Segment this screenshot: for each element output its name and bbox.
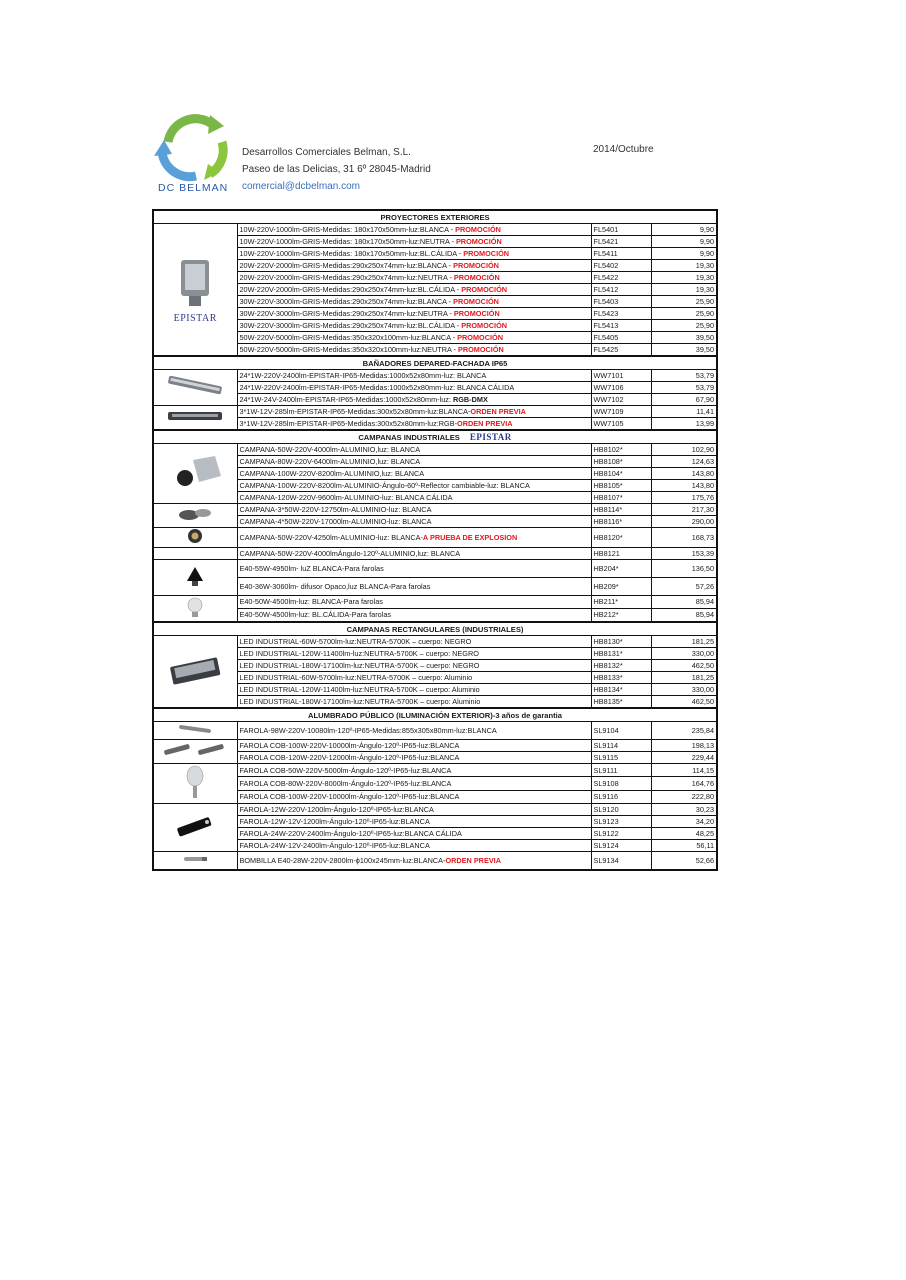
table-row — [153, 320, 717, 332]
product-description: FAROLA-24W-12V-2400lm-Ángulo-120º-IP65-luz:BLANCA — [239, 841, 430, 850]
product-code: SL9122 — [591, 828, 651, 840]
product-price: 198,13 — [651, 740, 717, 752]
product-image-cell — [153, 224, 237, 357]
section-title: CAMPANAS RECTANGULARES (INDUSTRIALES) — [346, 624, 524, 634]
company-info — [242, 144, 431, 195]
product-code: SL9115 — [591, 752, 651, 764]
product-description: FAROLA COB-120W-220V-12000lm-Ángulo-120º-IP65-luz:BLANCA — [239, 753, 460, 762]
product-description: 50W-220V-5000lm-GRIS-Medidas:350x320x100mm-luz:NEUTRA - — [239, 345, 458, 354]
product-price: 56,11 — [651, 840, 717, 852]
product-price: 153,39 — [651, 548, 717, 560]
product-price: 217,30 — [651, 504, 717, 516]
description-cell — [237, 740, 591, 752]
section-header — [153, 430, 717, 444]
product-price: 164,76 — [651, 777, 717, 790]
description-cell — [237, 284, 591, 296]
description-cell — [237, 444, 591, 456]
product-code: FL5425 — [591, 344, 651, 357]
description-cell — [237, 320, 591, 332]
product-code: FL5412 — [591, 284, 651, 296]
description-cell — [237, 248, 591, 260]
table-row — [153, 660, 717, 672]
description-cell — [237, 394, 591, 406]
product-code: FL5401 — [591, 224, 651, 236]
product-code: WW7101 — [591, 370, 651, 382]
description-cell — [237, 764, 591, 777]
product-price: 229,44 — [651, 752, 717, 764]
table-row — [153, 672, 717, 684]
description-cell — [237, 636, 591, 648]
table-row — [153, 418, 717, 431]
section-header — [153, 622, 717, 636]
product-code: SL9123 — [591, 816, 651, 828]
table-row — [153, 608, 717, 622]
product-code: WW7109 — [591, 406, 651, 418]
product-code: FL5405 — [591, 332, 651, 344]
feature-tag: RGB-DMX — [452, 395, 488, 404]
promo-tag: PROMOCIÓN — [461, 321, 508, 330]
product-description: CAMPANA-50W-220V-4000lmÁngulo-120º-ALUMINIO,luz: BLANCA — [239, 549, 461, 558]
product-price: 11,41 — [651, 406, 717, 418]
product-description: CAMPANA-50W-220V-4250lm-ALUMINIO-luz: BLANCA- — [239, 533, 423, 542]
product-description: FAROLA-98W-220V-10080lm-120º-IP65-Medidas:855x305x80mm-luz:BLANCA — [239, 726, 497, 735]
product-price: 168,73 — [651, 528, 717, 548]
epistar-brand-section: EPISTAR — [469, 431, 512, 442]
product-price: 235,84 — [651, 722, 717, 740]
description-cell — [237, 596, 591, 609]
table-row — [153, 852, 717, 871]
rectangular-high-bay-icon — [165, 648, 225, 692]
table-row — [153, 272, 717, 284]
product-description: CAMPANA-3*50W-220V-12750lm-ALUMINIO-luz: BLANCA — [239, 505, 432, 514]
table-row — [153, 636, 717, 648]
section-header — [153, 708, 717, 722]
product-code: HB8116* — [591, 516, 651, 528]
table-row — [153, 456, 717, 468]
product-image-cell — [153, 764, 237, 804]
short-wall-washer-icon — [164, 409, 226, 423]
description-cell — [237, 492, 591, 504]
product-price: 143,80 — [651, 480, 717, 492]
table-row — [153, 468, 717, 480]
description-cell — [237, 560, 591, 578]
promo-tag: PROMOCIÓN — [455, 237, 502, 246]
product-code: HB8120* — [591, 528, 651, 548]
product-code: FL5422 — [591, 272, 651, 284]
product-price: 52,66 — [651, 852, 717, 871]
product-description: CAMPANA-100W-220V-8200lm-ALUMINIO,luz: BLANCA — [239, 469, 425, 478]
product-code: SL9116 — [591, 790, 651, 803]
product-price: 330,00 — [651, 648, 717, 660]
product-price: 9,90 — [651, 236, 717, 248]
product-price: 19,30 — [651, 284, 717, 296]
promo-tag: ORDEN PREVIA — [470, 407, 526, 416]
product-image-cell — [153, 722, 237, 740]
product-image-cell — [153, 548, 237, 560]
table-row — [153, 284, 717, 296]
description-cell — [237, 308, 591, 320]
product-description: FAROLA COB-80W-220V-8000lm-Ángulo-120º-IP65-luz:BLANCA — [239, 778, 452, 788]
table-row — [153, 816, 717, 828]
company-email-link[interactable]: comercial@dcbelman.com — [242, 181, 360, 192]
product-code: SL9134 — [591, 852, 651, 871]
section-header — [153, 356, 717, 370]
promo-tag: PROMOCIÓN — [455, 225, 501, 234]
company-address: Paseo de las Delicias, 31 6º 28045-Madrid — [242, 164, 431, 175]
product-image-cell — [153, 560, 237, 596]
product-price: 181,25 — [651, 636, 717, 648]
promo-tag: PROMOCIÓN — [461, 285, 508, 294]
product-code: WW7102 — [591, 394, 651, 406]
description-cell — [237, 696, 591, 709]
table-row — [153, 528, 717, 548]
product-price: 114,15 — [651, 764, 717, 777]
description-cell — [237, 516, 591, 528]
product-description: 24*1W-220V-2400lm-EPISTAR-IP65-Medidas:1000x52x80mm-luz: BLANCA CÁLIDA — [239, 383, 515, 392]
description-cell — [237, 528, 591, 548]
table-row — [153, 444, 717, 456]
product-price: 19,30 — [651, 272, 717, 284]
description-cell — [237, 852, 591, 871]
table-row — [153, 684, 717, 696]
table-row — [153, 394, 717, 406]
product-code: FL5413 — [591, 320, 651, 332]
description-cell — [237, 296, 591, 308]
product-price: 53,79 — [651, 370, 717, 382]
product-price: 330,00 — [651, 684, 717, 696]
product-description: 20W-220V-2000lm-GRIS-Medidas:290x250x74mm-luz:BL.CÁLIDA - — [239, 285, 462, 294]
description-cell — [237, 456, 591, 468]
product-description: E40-36W-3060lm- difusor Opaco,luz BLANCA-Para farolas — [239, 582, 431, 591]
product-price: 175,76 — [651, 492, 717, 504]
product-description: LED INDUSTRIAL-180W-17100lm-luz:NEUTRA-5700K – cuerpo: Aluminio — [239, 697, 481, 706]
table-row — [153, 248, 717, 260]
section-title: ALUMBRADO PÚBLICO (ILUMINACIÓN EXTERIOR)-3 años de garantia — [308, 710, 562, 720]
product-description: 20W-220V-2000lm-GRIS-Medidas:290x250x74mm-luz:BLANCA - — [239, 261, 454, 270]
product-code: HB8102* — [591, 444, 651, 456]
description-cell — [237, 468, 591, 480]
product-description: FAROLA COB-100W-220V-10000lm-Ángulo-120º-IP65-luz:BLANCA — [239, 741, 460, 750]
description-cell — [237, 224, 591, 236]
document-header — [152, 112, 722, 200]
table-row — [153, 648, 717, 660]
company-name: Desarrollos Comerciales Belman, S.L. — [242, 147, 411, 158]
description-cell — [237, 790, 591, 803]
product-description: CAMPANA-100W-220V-8200lm-ALUMINIO-Ángulo-60º-Reflector cambiable-luz: BLANCA — [239, 481, 530, 490]
section-header — [153, 210, 717, 224]
description-cell — [237, 406, 591, 418]
product-code: HB209* — [591, 578, 651, 596]
table-row — [153, 296, 717, 308]
cob-street-lights-icon — [162, 740, 228, 760]
product-description: 20W-220V-2000lm-GRIS-Medidas:290x250x74mm-luz:NEUTRA - — [239, 273, 454, 282]
product-description: LED INDUSTRIAL-180W-17100lm-luz:NEUTRA-5700K – cuerpo: NEGRO — [239, 661, 480, 670]
table-row — [153, 382, 717, 394]
table-row — [153, 260, 717, 272]
table-row — [153, 828, 717, 840]
table-row — [153, 790, 717, 803]
promo-tag: ORDEN PREVIA — [457, 419, 513, 428]
product-description: LED INDUSTRIAL-120W-11400lm-luz:NEUTRA-5700K – cuerpo: NEGRO — [239, 649, 479, 658]
product-description: FAROLA COB-100W-220V-10000lm-Ángulo-120º-IP65-luz:BLANCA — [239, 792, 460, 802]
product-description: 10W-220V-1000lm-GRIS-Medidas: 180x170x50mm-luz:BLANCA - — [239, 225, 456, 234]
product-price: 222,80 — [651, 790, 717, 803]
product-price: 57,26 — [651, 578, 717, 596]
description-cell — [237, 608, 591, 622]
explosion-proof-lamp-icon — [180, 528, 210, 544]
product-code: SL9111 — [591, 764, 651, 777]
product-code: SL9108 — [591, 777, 651, 790]
product-code: HB8107* — [591, 492, 651, 504]
product-image-cell — [153, 444, 237, 504]
table-row — [153, 548, 717, 560]
table-row — [153, 344, 717, 357]
product-image-cell — [153, 370, 237, 406]
table-row — [153, 752, 717, 764]
logo-text: DC BELMAN — [158, 182, 229, 194]
product-code: HB8130* — [591, 636, 651, 648]
document-date: 2014/Octubre — [593, 144, 654, 155]
table-row — [153, 370, 717, 382]
table-row — [153, 804, 717, 816]
table-row — [153, 777, 717, 790]
product-description: BOMBILLA E40-28W-220V-2800lm-ϕ100x245mm-luz:BLANCA- — [239, 856, 446, 865]
product-code: HB8105* — [591, 480, 651, 492]
product-price: 25,90 — [651, 320, 717, 332]
table-row — [153, 492, 717, 504]
product-code: SL9104 — [591, 722, 651, 740]
section-title: PROYECTORES EXTERIORES — [380, 212, 490, 222]
promo-tag: PROMOCIÓN — [457, 333, 503, 342]
product-description: 50W-220V-5000lm-GRIS-Medidas:350x320x100mm-luz:BLANCA - — [239, 333, 458, 342]
description-cell — [237, 272, 591, 284]
product-code: SL9114 — [591, 740, 651, 752]
product-price: 34,20 — [651, 816, 717, 828]
product-price: 9,90 — [651, 224, 717, 236]
product-image-cell — [153, 504, 237, 528]
product-code: HB8134* — [591, 684, 651, 696]
table-row — [153, 764, 717, 777]
description-cell — [237, 332, 591, 344]
product-price: 48,25 — [651, 828, 717, 840]
product-price: 290,00 — [651, 516, 717, 528]
description-cell — [237, 236, 591, 248]
description-cell — [237, 370, 591, 382]
section-title: CAMPANAS INDUSTRIALES — [358, 432, 460, 442]
product-description: 24*1W-220V-2400lm-EPISTAR-IP65-Medidas:1000x52x80mm-luz: BLANCA — [239, 371, 487, 380]
table-row — [153, 480, 717, 492]
product-price: 85,94 — [651, 608, 717, 622]
product-code: HB8121 — [591, 548, 651, 560]
product-price: 102,90 — [651, 444, 717, 456]
table-row — [153, 504, 717, 516]
product-price: 85,94 — [651, 596, 717, 609]
product-code: HB8104* — [591, 468, 651, 480]
product-code: HB212* — [591, 608, 651, 622]
product-code: HB8133* — [591, 672, 651, 684]
product-code: HB8132* — [591, 660, 651, 672]
e40-bulb-icon — [180, 854, 210, 864]
product-description: CAMPANA-120W-220V-9600lm-ALUMINIO-luz: BLANCA CÁLIDA — [239, 493, 453, 502]
product-price: 30,23 — [651, 804, 717, 816]
product-image-cell — [153, 636, 237, 709]
description-cell — [237, 840, 591, 852]
description-cell — [237, 260, 591, 272]
product-code: WW7105 — [591, 418, 651, 431]
product-code: SL9124 — [591, 840, 651, 852]
table-row — [153, 406, 717, 418]
product-price: 124,63 — [651, 456, 717, 468]
product-description: E40-50W-4500lm-luz: BL.CÁLIDA-Para farolas — [239, 610, 392, 620]
description-cell — [237, 660, 591, 672]
table-row — [153, 560, 717, 578]
product-code: FL5411 — [591, 248, 651, 260]
description-cell — [237, 344, 591, 357]
product-image-cell — [153, 528, 237, 548]
product-description: 10W-220V-1000lm-GRIS-Medidas: 180x170x50mm-luz:BL.CÁLIDA - — [239, 249, 464, 258]
street-light-icon — [175, 724, 215, 734]
table-row — [153, 224, 717, 236]
product-description: 30W-220V-3000lm-GRIS-Medidas:290x250x74mm-luz:BLANCA - — [239, 297, 454, 306]
table-row — [153, 308, 717, 320]
product-description: 30W-220V-3000lm-GRIS-Medidas:290x250x74mm-luz:NEUTRA - — [239, 309, 454, 318]
product-code: HB8114* — [591, 504, 651, 516]
description-cell — [237, 722, 591, 740]
description-cell — [237, 578, 591, 596]
description-cell — [237, 672, 591, 684]
table-row — [153, 332, 717, 344]
product-description: FAROLA COB-50W-220V-5000lm-Ángulo-120º-IP65-luz:BLANCA — [239, 765, 452, 775]
description-cell — [237, 648, 591, 660]
product-price: 462,50 — [651, 660, 717, 672]
product-description: 10W-220V-1000lm-GRIS-Medidas: 180x170x50mm-luz:NEUTRA - — [239, 237, 456, 246]
product-image-cell — [153, 406, 237, 431]
product-code: HB8108* — [591, 456, 651, 468]
description-cell — [237, 816, 591, 828]
product-code: HB204* — [591, 560, 651, 578]
description-cell — [237, 480, 591, 492]
product-description: CAMPANA-50W-220V-4000lm-ALUMINIO,luz: BLANCA — [239, 445, 421, 454]
product-code: HB8135* — [591, 696, 651, 709]
table-row — [153, 236, 717, 248]
product-description: E40-50W-4500lm-luz: BLANCA-Para farolas — [239, 597, 383, 607]
description-cell — [237, 684, 591, 696]
epistar-brand: EPISTAR — [173, 312, 217, 324]
product-description: 3*1W-12V-285lm-EPISTAR-IP65-Medidas:300x52x80mm-luz:BLANCA- — [239, 407, 471, 416]
product-code: HB211* — [591, 596, 651, 609]
wall-washer-icon — [164, 375, 226, 397]
product-price: 53,79 — [651, 382, 717, 394]
promo-tag: PROMOCIÓN — [463, 249, 510, 258]
price-list-table — [152, 209, 718, 871]
product-price: 19,30 — [651, 260, 717, 272]
promo-tag: PROMOCIÓN — [457, 345, 504, 354]
high-bay-lamp-icon — [165, 452, 225, 492]
floodlight-icon — [175, 256, 215, 310]
table-row — [153, 722, 717, 740]
product-image-cell — [153, 596, 237, 623]
product-code: FL5421 — [591, 236, 651, 248]
product-code: SL9120 — [591, 804, 651, 816]
product-code: WW7106 — [591, 382, 651, 394]
product-image-cell — [153, 804, 237, 852]
product-description: LED INDUSTRIAL-60W-5700lm-luz:NEUTRA-5700K – cuerpo: NEGRO — [239, 637, 472, 646]
product-price: 9,90 — [651, 248, 717, 260]
product-description: 3*1W-12V-285lm-EPISTAR-IP65-Medidas:300x52x80mm-luz:RGB- — [239, 419, 458, 428]
description-cell — [237, 418, 591, 431]
table-row — [153, 696, 717, 709]
product-price: 181,25 — [651, 672, 717, 684]
product-code: FL5403 — [591, 296, 651, 308]
product-code: FL5402 — [591, 260, 651, 272]
description-cell — [237, 777, 591, 790]
table-row — [153, 840, 717, 852]
product-description: 24*1W-24V-2400lm-EPISTAR-IP65-Medidas:1000x52x80mm-luz: — [239, 395, 453, 404]
product-price: 13,99 — [651, 418, 717, 431]
product-price: 25,90 — [651, 308, 717, 320]
promo-tag: PROMOCIÓN — [453, 273, 500, 282]
description-cell — [237, 504, 591, 516]
table-row — [153, 740, 717, 752]
product-description: CAMPANA-4*50W-220V-17000lm-ALUMINIO-luz: BLANCA — [239, 517, 432, 526]
product-description: E40-55W-4950lm- luZ BLANCA-Para farolas — [239, 564, 384, 573]
product-price: 462,50 — [651, 696, 717, 709]
description-cell — [237, 828, 591, 840]
promo-tag: PROMOCIÓN — [453, 297, 499, 306]
product-image-cell — [153, 852, 237, 871]
product-description: LED INDUSTRIAL-60W-5700lm-luz:NEUTRA-5700K – cuerpo: Aluminio — [239, 673, 473, 682]
product-description: CAMPANA-80W-220V-6400lm-ALUMINIO,luz: BLANCA — [239, 457, 421, 466]
small-street-light-icon — [173, 812, 217, 840]
cob-street-light-grey-icon — [183, 764, 207, 800]
product-description: FAROLA-24W-220V-2400lm-Ángulo-120º-IP65-luz:BLANCA CÁLIDA — [239, 829, 462, 838]
black-bulb-icon — [185, 565, 205, 587]
product-image-cell — [153, 740, 237, 764]
description-cell — [237, 804, 591, 816]
product-price: 25,90 — [651, 296, 717, 308]
product-price: 39,50 — [651, 332, 717, 344]
promo-tag: A PRUEBA DE EXPLOSION — [422, 533, 518, 542]
table-row — [153, 578, 717, 596]
ufo-lamp-icon — [175, 505, 215, 523]
section-title: BAÑADORES DEPARED-FACHADA IP65 — [362, 358, 508, 368]
table-row — [153, 516, 717, 528]
product-code: FL5423 — [591, 308, 651, 320]
promo-tag: ORDEN PREVIA — [445, 856, 501, 865]
product-price: 67,90 — [651, 394, 717, 406]
promo-tag: PROMOCIÓN — [453, 309, 500, 318]
promo-tag: PROMOCIÓN — [453, 261, 499, 270]
description-cell — [237, 752, 591, 764]
product-description: FAROLA-12W-220V-1200lm-Ángulo-120º-IP65-luz:BLANCA — [239, 805, 434, 814]
product-price: 39,50 — [651, 344, 717, 357]
product-price: 136,50 — [651, 560, 717, 578]
description-cell — [237, 548, 591, 560]
product-description: FAROLA-12W-12V-1200lm-Ángulo-120º-IP65-luz:BLANCA — [239, 817, 430, 826]
description-cell — [237, 382, 591, 394]
product-price: 143,80 — [651, 468, 717, 480]
product-description: 30W-220V-3000lm-GRIS-Medidas:290x250x74mm-luz:BL.CÁLIDA - — [239, 321, 462, 330]
white-bulb-icon — [185, 596, 205, 618]
product-description: LED INDUSTRIAL-120W-11400lm-luz:NEUTRA-5700K – cuerpo: Aluminio — [239, 685, 480, 694]
table-row — [153, 596, 717, 609]
product-code: HB8131* — [591, 648, 651, 660]
